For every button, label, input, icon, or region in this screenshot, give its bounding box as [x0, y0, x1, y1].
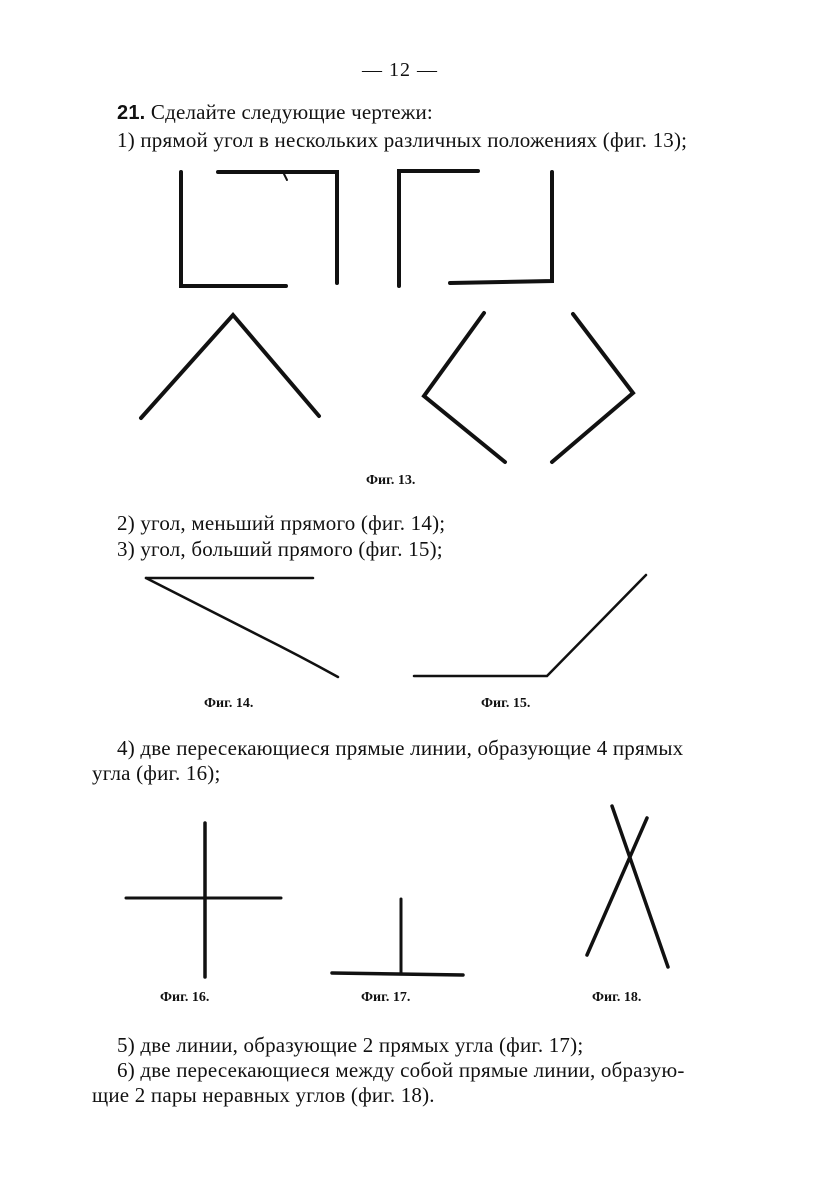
fig-13-angle-2 — [218, 172, 337, 283]
item-4-text-line-2: угла (фиг. 16); — [92, 761, 221, 785]
fig-17-caption: Фиг. 17. — [361, 990, 411, 1005]
fig-14-caption: Фиг. 14. — [204, 696, 254, 711]
fig-15-caption: Фиг. 15. — [481, 696, 531, 711]
fig-15-drawing — [414, 575, 646, 676]
fig-17-drawing — [332, 899, 463, 975]
item-2-text: 2) угол, меньший прямого (фиг. 14); — [117, 511, 446, 535]
fig-13-angle-5 — [141, 315, 319, 418]
fig-15-angle — [414, 575, 646, 676]
task-number: 21. — [117, 102, 146, 124]
fig-13-caption: Фиг. 13. — [366, 473, 416, 488]
fig-13-drawing — [141, 171, 633, 462]
task-intro: Сделайте следующие чертежи: — [150, 100, 433, 124]
fig-13-angle-7 — [552, 314, 633, 462]
fig-18-drawing — [587, 806, 668, 967]
fig-18-caption: Фиг. 18. — [592, 990, 642, 1005]
fig-13-angle-1 — [181, 172, 286, 286]
fig-13-angle-3 — [399, 171, 478, 286]
fig-14-ray-bottom — [146, 578, 338, 677]
fig-13-angle-4 — [450, 172, 552, 283]
fig-18-line-b — [587, 818, 647, 955]
item-3-text: 3) угол, больший прямого (фиг. 15); — [117, 537, 443, 561]
item-5-text: 5) две линии, образующие 2 прямых угла (фиг. 17); — [117, 1033, 584, 1057]
item-6-text-line-1: 6) две пересекающиеся между собой прямые линии, образую- — [117, 1058, 685, 1082]
fig-14-drawing — [146, 578, 338, 677]
item-1-text: 1) прямой угол в нескольких различных положениях (фиг. 13); — [117, 128, 688, 152]
page-number: — 12 — — [362, 59, 438, 81]
fig-13-mark — [284, 174, 287, 180]
fig-13-angle-6 — [424, 313, 505, 462]
fig-16-drawing — [126, 823, 281, 977]
item-4-text-line-1: 4) две пересекающиеся прямые линии, образующие 4 прямых — [117, 736, 684, 760]
fig-17-base-line — [332, 973, 463, 975]
item-6-text-line-2: щие 2 пары неравных углов (фиг. 18). — [92, 1083, 435, 1107]
fig-16-caption: Фиг. 16. — [160, 990, 210, 1005]
